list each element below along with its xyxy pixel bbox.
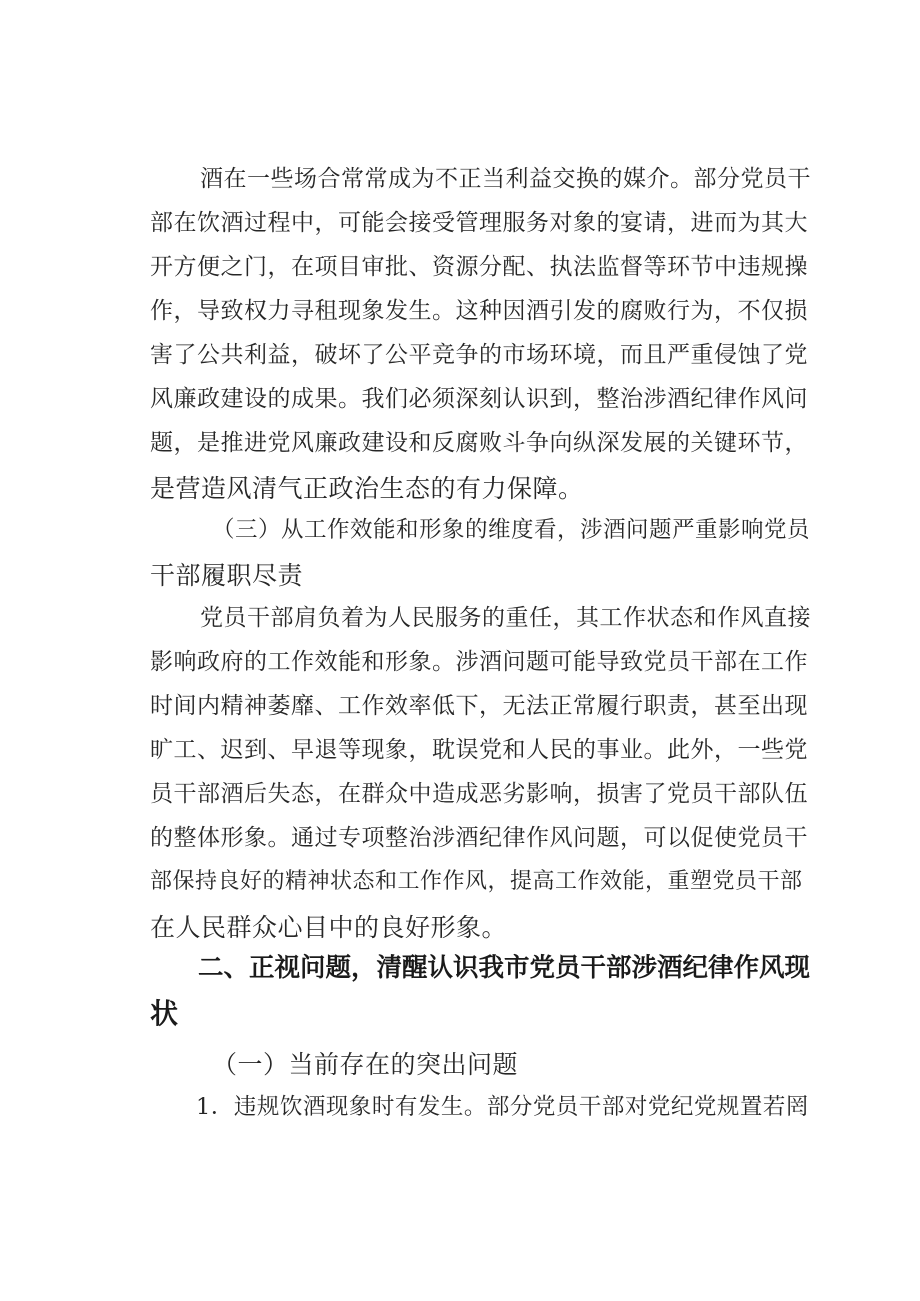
paragraph-line: 害了公共利益，破坏了公平竞争的市场环境，而且严重侵蚀了党 bbox=[150, 342, 808, 368]
subheading-line: 干部履职尽责 bbox=[150, 561, 304, 590]
paragraph-line: 开方便之门，在项目审批、资源分配、执法监督等环节中违规操 bbox=[150, 254, 808, 280]
section-heading: 二、正视问题，清醒认识我市党员干部涉酒纪律作风现 bbox=[198, 953, 811, 983]
paragraph-line: 员干部酒后失态，在群众中造成恶劣影响，损害了党员干部队伍 bbox=[150, 781, 808, 807]
paragraph-line: 在人民群众心目中的良好形象。 bbox=[150, 913, 508, 942]
paragraph-line: 部保持良好的精神状态和工作作风，提高工作效能，重塑党员干部 bbox=[150, 869, 803, 894]
paragraph-line: 旷工、迟到、早退等现象，耽误党和人民的事业。此外，一些党 bbox=[150, 737, 808, 763]
paragraph-line: 的整体形象。通过专项整治涉酒纪律作风问题，可以促使党员干 bbox=[150, 825, 808, 851]
paragraph-line: 党员干部肩负着为人民服务的重任，其工作状态和作风直接 bbox=[200, 605, 811, 631]
paragraph-line: 部在饮酒过程中，可能会接受管理服务对象的宴请，进而为其大 bbox=[150, 210, 808, 236]
list-item: 1．违规饮酒现象时有发生。部分党员干部对党纪党规置若罔 bbox=[196, 1094, 809, 1120]
paragraph-line: 是营造风清气正政治生态的有力保障。 bbox=[150, 474, 584, 503]
section-heading: 状 bbox=[150, 997, 179, 1030]
subheading-line: （一）当前存在的突出问题 bbox=[212, 1050, 519, 1079]
paragraph-line: 酒在一些场合常常成为不正当利益交换的媒介。部分党员干 bbox=[200, 166, 811, 192]
paragraph-line: 风廉政建设的成果。我们必须深刻认识到，整治涉酒纪律作风问 bbox=[150, 386, 808, 412]
paragraph-line: 题，是推进党风廉政建设和反腐败斗争向纵深发展的关键环节， bbox=[150, 430, 808, 456]
paragraph-line: 影响政府的工作效能和形象。涉酒问题可能导致党员干部在工作 bbox=[150, 649, 808, 675]
paragraph-line: 时间内精神萎靡、工作效率低下，无法正常履行职责，甚至出现 bbox=[150, 693, 808, 719]
subheading-line: （三）从工作效能和形象的维度看，涉酒问题严重影响党员 bbox=[212, 517, 811, 543]
paragraph-line: 作，导致权力寻租现象发生。这种因酒引发的腐败行为，不仅损 bbox=[150, 298, 808, 324]
